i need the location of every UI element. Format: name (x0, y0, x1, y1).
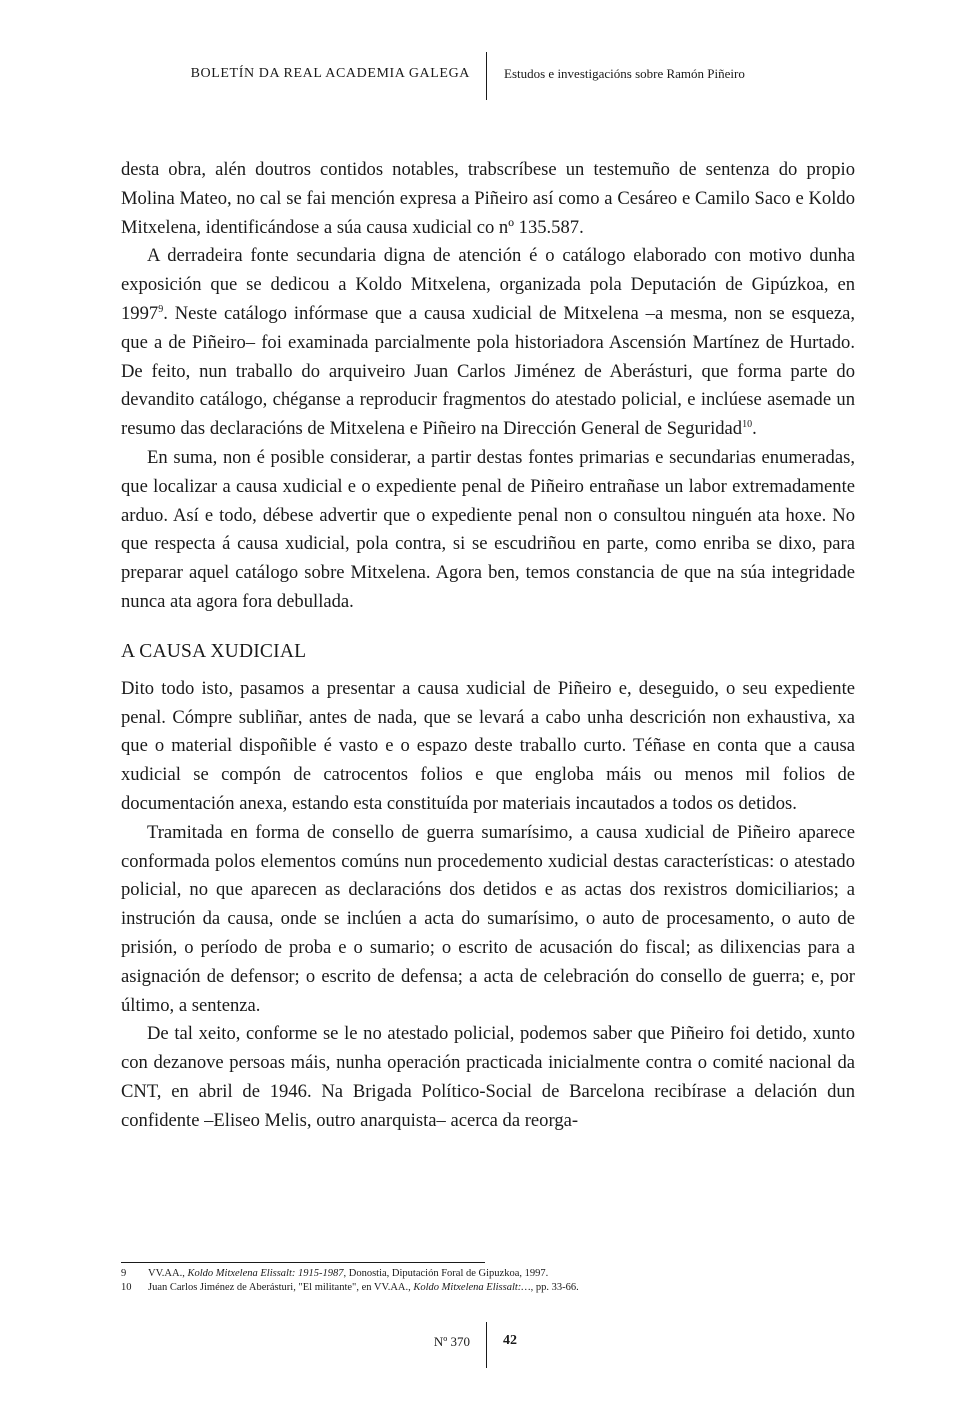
section-title: Estudos e investigacións sobre Ramón Piñeiro (504, 66, 745, 81)
paragraph-1: desta obra, alén doutros contidos notables, trabscríbese un testemuño de sentenza do propio Molina Mateo, no cal se fai mención expresa a Piñeiro así como a Cesáreo e Camilo Saco e Koldo Mitxelena, identificándose a súa causa xudicial co nº 135.587. (121, 159, 855, 238)
page-number: 42 (503, 1333, 517, 1348)
footnote-10 (121, 1281, 855, 1295)
paragraph-6: De tal xeito, conforme se le no atestado policial, podemos saber que Piñeiro foi detido, xunto con dezanove persoas máis, nunha operación practicada inicialmente contra o comité nacional da CNT, en abril de 1946. Na Brigada Político-Social de Barcelona recibírase a delación dun confidente –Eliseo Melis, outro anarquista– acerca da reorga- (121, 1023, 855, 1131)
paragraph-4: Dito todo isto, pasamos a presentar a causa xudicial de Piñeiro e, deseguido, o seu expediente penal. Cómpre subliñar, antes de nada, que se levará a cabo unha descrición non exhaustiva, xa que o material dispoñible é vasto e o espazo deste traballo curto. Téñase en conta que a causa xudicial se compón de catrocentos folios e que engloba máis ou menos mil folios de documentación anexa, estando esta constituída por materiais incautados a todos os detidos. (121, 677, 855, 814)
paragraph-2-text-b: . Neste catálogo infórmase que a causa xudicial de Mitxelena –a mesma, non se esqueza, que a de Piñeiro– foi examinada parcialmente pola historiadora Ascensión Martínez de Hurtado. De feito, nun traballo do arquiveiro Juan Carlos Jiménez de Aberásturi, que forma parte do devandito catálogo, chéganse a reproducir fragmentos do atestado policial, e inclúese asemade un resumo das declaracións de Mitxelena e Piñeiro na Dirección General de Seguridad (121, 302, 855, 440)
footer-divider (486, 1322, 487, 1368)
footnote-number: 10 (121, 1282, 132, 1293)
footnote-text-pre: Juan Carlos Jiménez de Aberásturi, "El militante", en VV.AA., (148, 1282, 414, 1293)
article-body (121, 156, 855, 1136)
paragraph-2-text-c: . (752, 418, 757, 440)
footnote-number: 9 (121, 1268, 127, 1279)
paragraph-2 (121, 242, 855, 444)
footnote-ref-10[interactable]: 10 (742, 418, 753, 430)
footnote-text-post: , pp. 33-66. (530, 1282, 579, 1293)
section-heading: A CAUSA XUDICIAL (121, 640, 307, 662)
footnote-cited-title: Koldo Mitxelena Elissalt:… (413, 1282, 531, 1293)
paragraph-3: En suma, non é posible considerar, a partir destas fontes primarias e secundarias enumeradas, que localizar a causa xudicial e o expediente penal de Piñeiro entrañase un labor extremadamente arduo. Así e todo, débese advertir que o expediente penal non o consultou ninguén ata hoxe. No que respecta á causa xudicial, pola contra, si se escudriñou en parte, como enriba se dixo, para preparar aquel catálogo sobre Mitxelena. Agora ben, temos constancia de que na súa integridade nunca ata agora fora debullada. (121, 446, 855, 612)
footnote-cited-title: Koldo Mitxelena Elissalt: 1915-1987 (187, 1268, 344, 1279)
footnotes (121, 1267, 855, 1295)
running-footer (0, 1322, 975, 1370)
footnote-text-pre: VV.AA., (148, 1268, 188, 1279)
running-header (0, 52, 975, 100)
footnote-9 (121, 1267, 855, 1281)
paragraph-2-text-a: A derradeira fonte secundaria digna de atención é o catálogo elaborado con motivo dunha exposición que se dedicou a Koldo Mitxelena, organizada pola Deputación de Gipúzkoa, en 1997 (121, 245, 855, 324)
paragraph-5: Tramitada en forma de consello de guerra sumarísimo, a causa xudicial de Piñeiro aparece conformada polos elementos comúns nun procedemento xudicial destas características: o atestado policial, no que aparecen as declaracións dos detidos e as actas dos rexistros domiciliarios; a instrución da causa, onde se inclúen a acta do sumarísimo, o auto de procesamento, o auto de prisión, o período de proba e o sumario; o escrito de acusación do fiscal; as dilixencias para a asignación de defensor; o escrito de defensa; a acta de celebración do consello de guerra; e, por último, a sentenza. (121, 821, 855, 1016)
header-divider (486, 52, 487, 100)
issue-number: Nº 370 (433, 1334, 470, 1349)
footnote-text (148, 1267, 548, 1281)
footnote-text (148, 1281, 579, 1295)
journal-title: BOLETÍN DA REAL ACADEMIA GALEGA (190, 66, 470, 81)
footnote-separator (121, 1262, 485, 1263)
footnote-ref-9[interactable]: 9 (158, 303, 164, 315)
footnote-text-post: , Donostia, Diputación Foral de Gipuzkoa, 1997. (343, 1268, 549, 1279)
